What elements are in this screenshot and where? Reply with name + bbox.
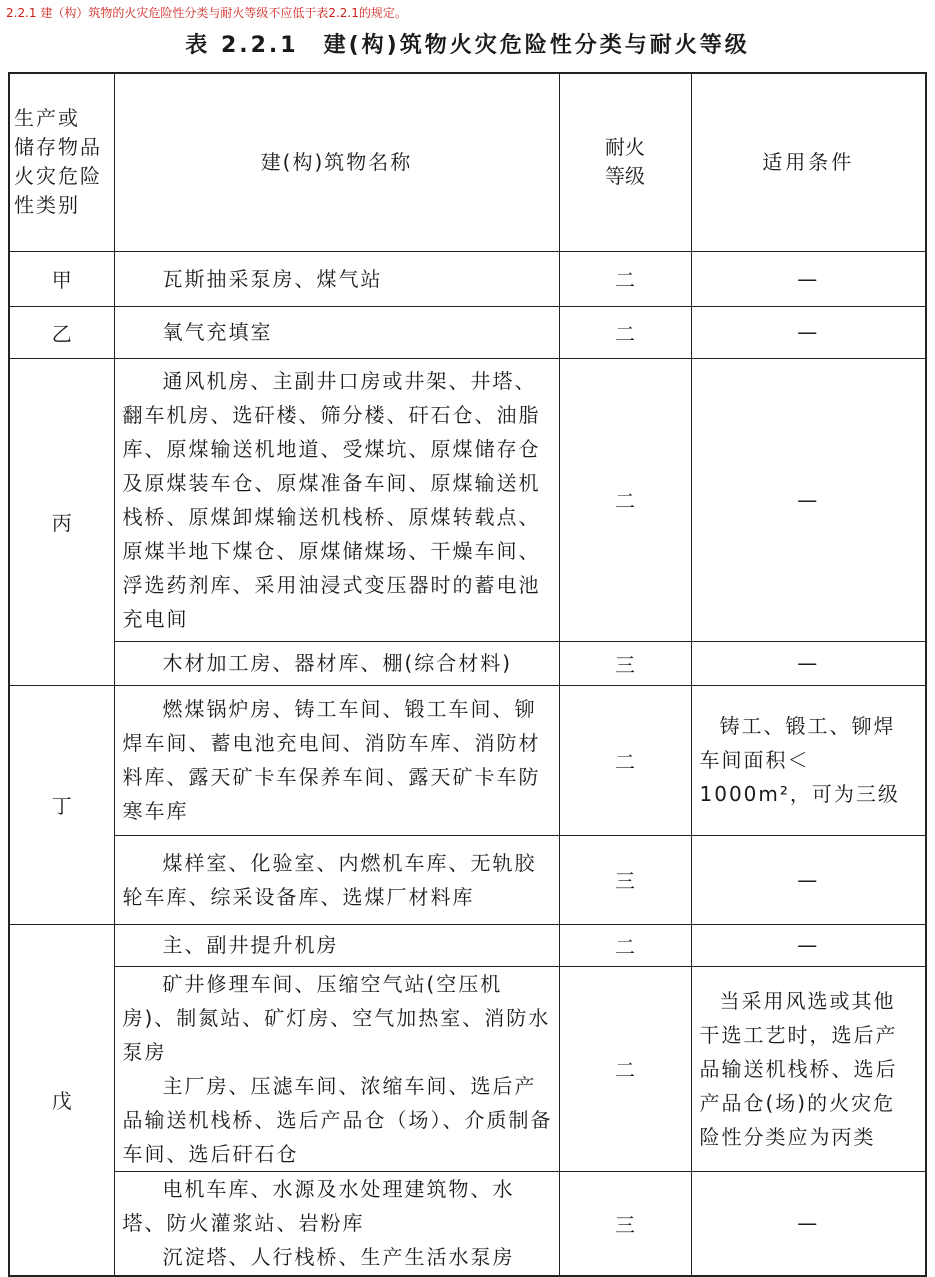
category-cell: 丁 <box>9 685 114 924</box>
condition-cell: — <box>691 358 926 641</box>
building-name-cell <box>114 685 559 835</box>
table-row <box>9 641 926 685</box>
header-category <box>9 73 114 251</box>
condition-cell: — <box>691 251 926 306</box>
fire-grade-cell: 二 <box>559 685 691 835</box>
building-name-text: 电机车库、水源及水处理建筑物、水塔、防火灌浆站、岩粉库 <box>122 1177 515 1236</box>
condition-cell: — <box>691 835 926 924</box>
condition-cell: — <box>691 924 926 966</box>
header-category-line: 火灾危险 <box>14 164 102 189</box>
building-name-cell <box>114 641 559 685</box>
table-row <box>9 1171 926 1276</box>
header-category-line: 生产或 <box>14 106 80 131</box>
building-name-text: 主厂房、压滤车间、浓缩车间、选后产品输送机栈桥、选后产品仓（场）、介质制备车间、选后矸石仓 <box>122 1073 553 1166</box>
building-name-cell <box>114 966 559 1171</box>
condition-cell: — <box>691 306 926 358</box>
building-name-cell <box>114 924 559 966</box>
fire-grade-cell: 二 <box>559 306 691 358</box>
fire-grade-cell: 二 <box>559 358 691 641</box>
fire-grade-cell: 三 <box>559 1171 691 1276</box>
condition-cell <box>691 685 926 835</box>
building-name-cell <box>114 251 559 306</box>
category-cell: 乙 <box>9 306 114 358</box>
fire-classification-table <box>8 72 927 1277</box>
header-name: 建(构)筑物名称 <box>114 73 559 251</box>
building-name-text: 瓦斯抽采泵房、煤气站 <box>162 266 383 291</box>
header-grade-line: 等级 <box>605 164 645 189</box>
table-row <box>9 251 926 306</box>
building-name-cell <box>114 835 559 924</box>
table-row <box>9 306 926 358</box>
fire-grade-cell: 二 <box>559 251 691 306</box>
building-name-text: 燃煤锅炉房、铸工车间、锻工车间、铆焊车间、蓄电池充电间、消防车库、消防材料库、露天矿卡车保养车间、露天矿卡车防寒车库 <box>122 697 541 823</box>
header-grade-line: 耐火 <box>605 135 645 160</box>
table-row <box>9 685 926 835</box>
condition-cell: — <box>691 641 926 685</box>
table-row <box>9 966 926 1171</box>
building-name-text: 通风机房、主副井口房或井架、井塔、翻车机房、选矸楼、筛分楼、矸石仓、油脂库、原煤输送机地道、受煤坑、原煤储存仓及原煤装车仓、原煤准备车间、原煤输送机栈桥、原煤卸煤输送机栈桥、原煤转载点、原煤半地下煤仓、原煤储煤场、干燥车间、浮选药剂库、采用油浸式变压器时的蓄电池充电间 <box>122 368 541 631</box>
table-row <box>9 835 926 924</box>
building-name-text: 氧气充填室 <box>162 320 273 344</box>
building-name-text: 主、副井提升机房 <box>162 933 339 957</box>
header-category-line: 性类别 <box>14 193 80 218</box>
table-row <box>9 924 926 966</box>
header-condition: 适用条件 <box>691 73 926 251</box>
building-name-text: 煤样室、化验室、内燃机车库、无轨胶轮车库、综采设备库、选煤厂材料库 <box>122 850 537 909</box>
fire-grade-cell: 二 <box>559 924 691 966</box>
header-grade <box>559 73 691 251</box>
building-name-cell <box>114 306 559 358</box>
clause-note: 2.2.1 建（构）筑物的火灾危险性分类与耐火等级不应低于表2.2.1的规定。 <box>6 6 407 20</box>
category-cell: 丙 <box>9 358 114 685</box>
header-category-line: 储存物品 <box>14 135 102 160</box>
condition-text: 当采用风选或其他干选工艺时，选后产品输送机栈桥、选后产品仓(场)的火灾危险性分类应为丙类 <box>699 988 898 1149</box>
condition-cell <box>691 966 926 1171</box>
fire-grade-cell: 三 <box>559 835 691 924</box>
condition-text: 铸工、锻工、铆焊车间面积＜1000m²，可为三级 <box>699 714 900 806</box>
building-name-text: 矿井修理车间、压缩空气站(空压机房)、制氮站、矿灯房、空气加热室、消防水泵房 <box>122 971 551 1064</box>
condition-cell: — <box>691 1171 926 1276</box>
building-name-text: 沉淀塔、人行栈桥、生产生活水泵房 <box>162 1245 515 1270</box>
building-name-cell <box>114 1171 559 1276</box>
category-cell: 戊 <box>9 924 114 1276</box>
building-name-text: 木材加工房、器材库、棚(综合材料) <box>162 651 513 675</box>
table-row <box>9 358 926 641</box>
table-title: 表 2.2.1 建(构)筑物火灾危险性分类与耐火等级 <box>185 33 750 58</box>
building-name-cell <box>114 358 559 641</box>
category-cell: 甲 <box>9 251 114 306</box>
fire-grade-cell: 三 <box>559 641 691 685</box>
header-row <box>9 73 926 251</box>
fire-grade-cell: 二 <box>559 966 691 1171</box>
